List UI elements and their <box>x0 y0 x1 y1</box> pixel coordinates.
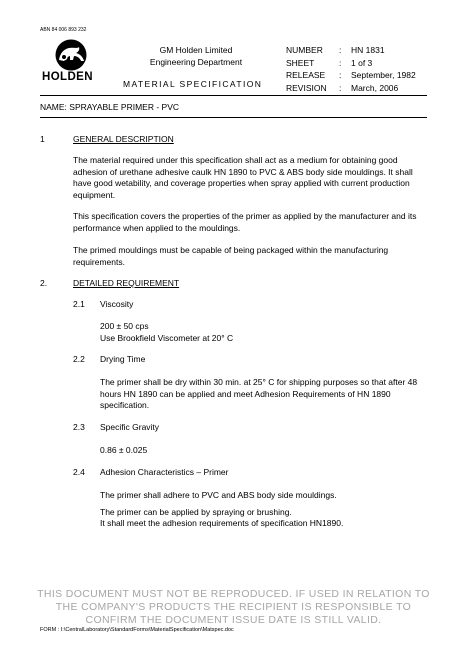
item-2-3-number: 2.3 <box>73 422 85 432</box>
meta-row-number: NUMBER : HN 1831 <box>286 45 385 55</box>
warning-line-1: THIS DOCUMENT MUST NOT BE REPRODUCED. IF USED IN RELATION TO <box>37 588 430 600</box>
item-2-2-title: Drying Time <box>100 354 146 364</box>
document-meta-table <box>286 44 416 94</box>
section-1-paragraph-1: The material required under this specification shall act as a medium for obtaining good adhesion of urethane adhesive caulk HN 1890 to PVC & ABS body side mouldings. It shall have good wetability, and coverage properties when spray applied with current production equipment. <box>73 155 413 200</box>
section-2-title: DETAILED REQUIREMENT <box>73 278 180 288</box>
company-block <box>140 44 252 68</box>
item-2-4-paragraph: The primer shall adhere to PVC and ABS body side mouldings. <box>100 490 337 500</box>
form-path: FORM : I:\CentralLaboratory\StandardForms\MaterialSpecification\Matspec.doc <box>40 627 234 633</box>
item-2-4-title: Adhesion Characteristics – Primer <box>100 467 229 477</box>
item-2-3-line-1: 0.86 ± 0.025 <box>100 445 148 455</box>
meta-row-release: RELEASE : September, 1982 <box>286 70 416 80</box>
company-name: GM Holden Limited <box>159 45 233 55</box>
item-2-4-line-2: It shall meet the adhesion requirements of specification HN1890. <box>100 518 344 528</box>
header-divider <box>40 95 427 96</box>
lion-emblem-icon <box>40 38 102 72</box>
section-1-title: GENERAL DESCRIPTION <box>73 134 174 144</box>
holden-logo <box>40 38 102 90</box>
name-divider <box>40 117 427 118</box>
department-name: Engineering Department <box>149 57 243 67</box>
item-2-4-line-1: The primer can be applied by spraying or brushing. <box>100 507 292 517</box>
meta-row-sheet: SHEET : 1 of 3 <box>286 57 373 68</box>
reproduction-warning <box>20 588 447 627</box>
abn-number: ABN 84 006 893 232 <box>40 27 87 33</box>
section-1-number: 1 <box>40 134 45 144</box>
section-1-paragraph-2: This specification covers the properties of the primer as applied by the manufacturer and its performance when applied to the mouldings. <box>73 211 417 233</box>
item-2-1-line-1: 200 ± 50 cps <box>100 321 149 331</box>
item-2-1-line-2: Use Brookfield Viscometer at 20° C <box>100 333 234 343</box>
warning-line-3: CONFIRM THE DOCUMENT ISSUE DATE IS STILL VALID. <box>85 614 382 626</box>
item-2-3-title: Specific Gravity <box>100 422 160 432</box>
section-2-number: 2. <box>40 278 48 288</box>
section-1-paragraph-3: The primed mouldings must be capable of being packaged within the manufacturing requirements. <box>73 245 389 267</box>
spec-name: NAME: SPRAYABLE PRIMER - PVC <box>40 102 180 112</box>
item-2-2-number: 2.2 <box>73 354 85 364</box>
document-type: MATERIAL SPECIFICATION <box>123 79 263 89</box>
warning-line-2: THE COMPANY'S PRODUCTS THE RECIPIENT IS RESPONSIBLE TO <box>55 601 412 613</box>
item-2-2-text: The primer shall be dry within 30 min. at 25° C for shipping purposes so that after 48 hours HN 1890 can be applied and meet Adhesion Requirements of HN 1890 specification. <box>100 377 418 410</box>
item-2-1-title: Viscosity <box>100 299 134 309</box>
meta-row-revision: REVISION : March, 2006 <box>286 82 399 93</box>
logo-wordmark: HOLDEN <box>42 71 93 83</box>
item-2-4-number: 2.4 <box>73 467 85 477</box>
item-2-1-number: 2.1 <box>73 299 85 309</box>
